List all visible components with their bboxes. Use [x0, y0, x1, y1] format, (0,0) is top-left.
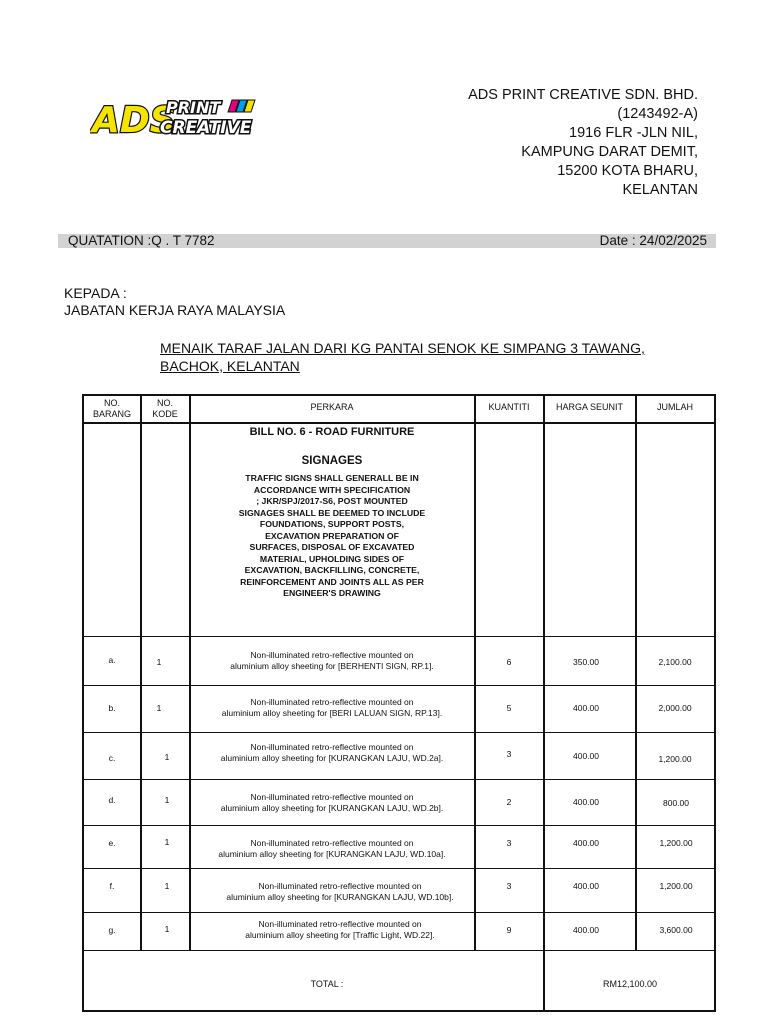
svg-text:CREATIVE: CREATIVE	[160, 118, 252, 138]
item-total: 800.00	[663, 798, 689, 808]
item-kode: 1	[164, 837, 170, 847]
table-border	[82, 1010, 716, 1012]
spec-line: TRAFFIC SIGNS SHALL GENERALL BE IN	[245, 473, 419, 483]
description-line: Non-illuminated retro-reflective mounted on	[250, 838, 414, 848]
item-quantity: 5	[506, 703, 512, 713]
description-line: aluminium alloy sheeting for [KURANGKAN LAJU, WD.10a].	[218, 849, 446, 859]
description-line: aluminium alloy sheeting for [KURANGKAN LAJU, WD.2a].	[220, 753, 444, 763]
spec-line: FOUNDATIONS, SUPPORT POSTS,	[259, 519, 405, 529]
spec-line: EXCAVATION, BACKFILLING, CONCRETE,	[244, 565, 420, 575]
item-unit-price: 400.00	[573, 925, 599, 935]
row-divider	[82, 912, 716, 913]
item-description	[190, 742, 474, 764]
item-unit-price: 350.00	[573, 657, 599, 667]
item-no: b.	[108, 703, 116, 713]
item-description	[190, 650, 474, 672]
item-no: c.	[108, 753, 116, 763]
item-kode: 1	[156, 703, 162, 713]
total-value: RM12,100.00	[602, 979, 658, 989]
item-quantity: 9	[506, 925, 512, 935]
item-total: 3,600.00	[659, 925, 693, 935]
item-description	[190, 697, 474, 719]
header-no-barang	[84, 398, 140, 420]
column-divider	[474, 394, 476, 951]
spec-line: ; JKR/SPJ/2017-S6, POST MOUNTED	[256, 496, 408, 506]
spec-line: EXCAVATION PREPARATION OF	[265, 530, 399, 541]
description-line: aluminium alloy sheeting for [KURANGKAN LAJU, WD.10b].	[226, 892, 454, 902]
item-no: d.	[108, 795, 116, 805]
svg-text:ADS: ADS	[92, 100, 176, 138]
description-line: aluminium alloy sheeting for [BERHENTI SIGN, RP.1].	[230, 661, 434, 671]
row-divider	[82, 685, 716, 686]
header-divider	[82, 422, 716, 424]
item-kode: 1	[164, 752, 170, 762]
item-total: 2,100.00	[658, 657, 692, 667]
spec-line: SURFACES, DISPOSAL OF EXCAVATED	[249, 542, 415, 552]
header-harga: HARGA SEUNIT	[555, 402, 623, 412]
item-kode: 1	[164, 924, 170, 934]
item-unit-price: 400.00	[573, 797, 599, 807]
project-title	[160, 339, 645, 375]
recipient-name: JABATAN KERJA RAYA MALAYSIA	[64, 302, 286, 318]
header-text: NO.	[103, 398, 120, 408]
header-kuantiti: KUANTITI	[488, 402, 530, 412]
item-kode: 1	[164, 795, 170, 805]
spec-line: REINFORCEMENT AND JOINTS ALL AS PER	[240, 576, 424, 587]
item-quantity: 3	[506, 838, 512, 848]
item-unit-price: 400.00	[573, 751, 599, 761]
company-address	[468, 86, 698, 200]
color-bars-icon	[228, 100, 255, 112]
column-divider	[140, 394, 142, 951]
project-title-line: BACHOK, KELANTAN	[160, 358, 300, 374]
row-divider	[82, 950, 716, 951]
item-no: g.	[108, 925, 116, 935]
item-kode: 1	[156, 657, 162, 667]
item-quantity: 6	[506, 657, 512, 667]
project-title-line: MENAIK TARAF JALAN DARI KG PANTAI SENOK KE SIMPANG 3 TAWANG,	[160, 340, 645, 356]
description-line: Non-illuminated retro-reflective mounted on	[258, 919, 422, 929]
address-line: KELANTAN	[622, 182, 698, 198]
row-divider	[82, 732, 716, 733]
table-border	[82, 394, 716, 396]
item-quantity: 3	[506, 881, 512, 891]
item-no: a.	[108, 655, 116, 665]
item-no: e.	[108, 838, 116, 848]
quotation-number: QUATATION :Q . T 7782	[68, 233, 215, 248]
header-text: KODE	[152, 409, 178, 419]
spec-line: SIGNAGES SHALL BE DEEMED TO INCLUDE	[238, 507, 426, 518]
table-border	[714, 394, 716, 1012]
spec-line: ACCORDANCE WITH SPECIFICATION	[253, 484, 411, 495]
item-description	[198, 919, 482, 941]
company-name: ADS PRINT CREATIVE SDN. BHD.	[468, 87, 698, 103]
item-unit-price: 400.00	[573, 881, 599, 891]
item-kode: 1	[164, 881, 170, 891]
bill-title: BILL NO. 6 - ROAD FURNITURE	[249, 426, 415, 438]
item-description	[190, 838, 474, 860]
item-description	[190, 792, 474, 814]
description-line: aluminium alloy sheeting for [BERI LALUAN SIGN, RP.13].	[221, 708, 443, 718]
svg-text:PRINT: PRINT	[166, 98, 221, 117]
item-unit-price: 400.00	[573, 703, 599, 713]
company-reg-no: (1243492-A)	[617, 106, 698, 122]
column-divider	[635, 394, 637, 951]
item-description	[198, 881, 482, 903]
item-total: 2,000.00	[658, 703, 692, 713]
row-divider	[82, 779, 716, 780]
item-total: 1,200.00	[659, 838, 693, 848]
description-line: Non-illuminated retro-reflective mounted on	[258, 881, 422, 891]
item-total: 1,200.00	[659, 881, 693, 891]
item-total: 1,200.00	[658, 754, 692, 764]
row-divider	[82, 636, 716, 637]
spec-line: ENGINEER'S DRAWING	[283, 588, 381, 598]
description-line: Non-illuminated retro-reflective mounted on	[250, 697, 414, 707]
description-line: Non-illuminated retro-reflective mounted on	[250, 650, 414, 660]
header-no-kode	[141, 398, 189, 420]
company-logo	[90, 96, 270, 138]
address-line: 1916 FLR -JLN NIL,	[569, 125, 698, 141]
description-line: Non-illuminated retro-reflective mounted on	[250, 742, 414, 752]
total-label: TOTAL :	[310, 979, 344, 989]
address-line: 15200 KOTA BHARU,	[557, 163, 698, 179]
header-text: NO.	[156, 398, 173, 408]
section-title: SIGNAGES	[301, 455, 363, 467]
spec-line: MATERIAL, UPHOLDING SIDES OF	[259, 553, 405, 564]
header-jumlah: JUMLAH	[656, 402, 693, 412]
description-line: Non-illuminated retro-reflective mounted on	[250, 792, 414, 802]
quotation-date: Date : 24/02/2025	[599, 233, 707, 248]
header-text: BARANG	[92, 409, 131, 419]
specification-text	[228, 473, 436, 600]
address-line: KAMPUNG DARAT DEMIT,	[521, 144, 698, 160]
item-quantity: 2	[506, 797, 512, 807]
description-line: aluminium alloy sheeting for [KURANGKAN LAJU, WD.2b].	[220, 803, 444, 813]
recipient-label: KEPADA :	[64, 285, 127, 301]
column-divider	[189, 394, 191, 951]
item-no: f.	[109, 881, 115, 891]
item-quantity: 3	[506, 749, 512, 759]
header-perkara: PERKARA	[310, 402, 354, 412]
row-divider	[82, 868, 716, 869]
item-unit-price: 400.00	[573, 838, 599, 848]
description-line: aluminium alloy sheeting for [Traffic Light, WD.22].	[245, 930, 435, 940]
row-divider	[82, 825, 716, 826]
